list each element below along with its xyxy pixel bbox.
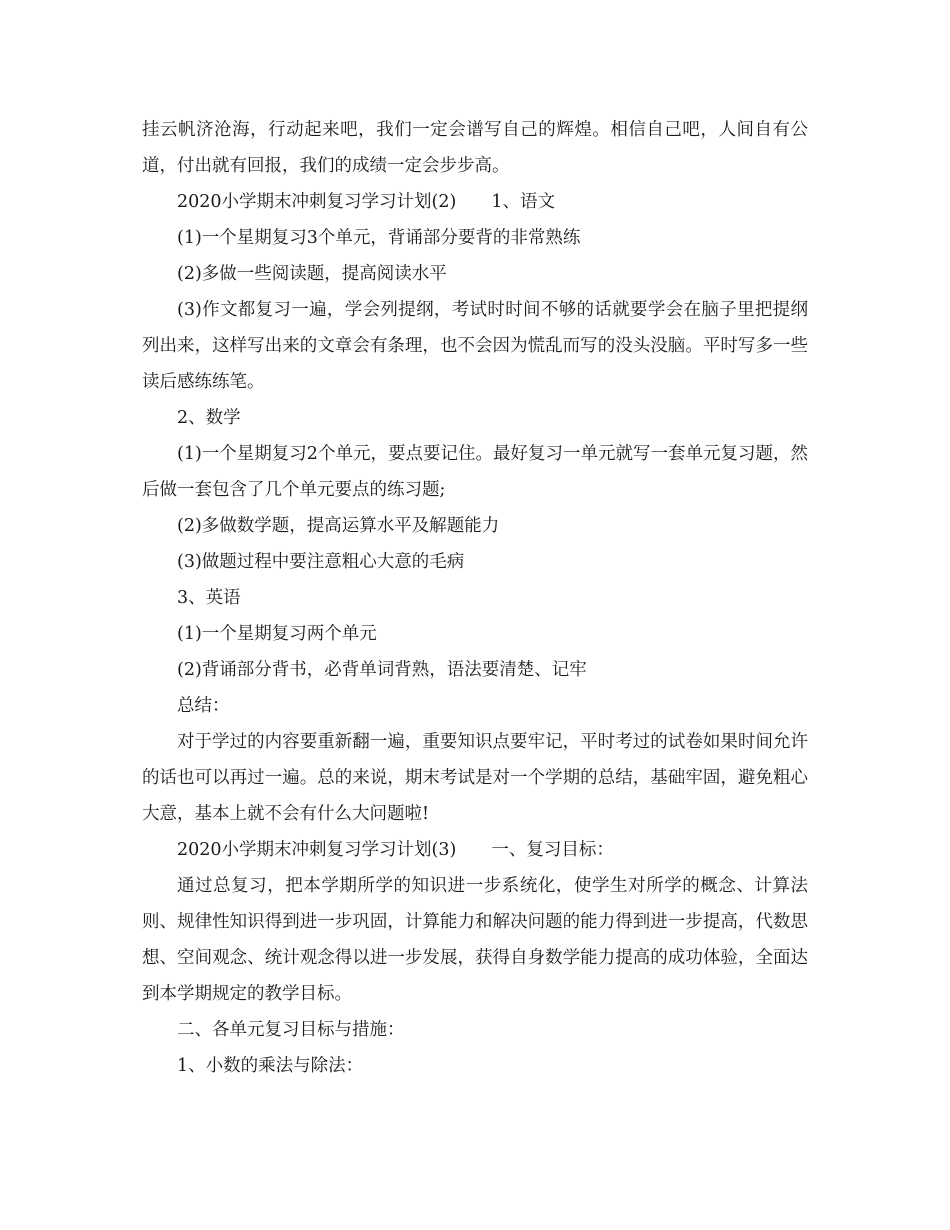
chinese-item-3: (3)作文都复习一遍，学会列提纲，考试时时间不够的话就要学会在脑子里把提纲列出来，这样写出来的文章会有条理，也不会因为慌乱而写的没头没脑。平时写多一些读后感练练笔。 <box>142 300 808 392</box>
chinese-item-1: (1)一个星期复习3个单元，背诵部分要背的非常熟练 <box>177 228 581 248</box>
review-goals-text: 通过总复习，把本学期所学的知识进一步系统化，使学生对所学的概念、计算法则、规律性知识得到进一步巩固，计算能力和解决问题的能力得到进一步提高，代数思想、空间观念、统计观念得以进一步发展，获得自身数学能力提高的成功体验，全面达到本学期规定的教学目标。 <box>142 876 808 1004</box>
english-item-2: (2)背诵部分背书，必背单词背熟，语法要清楚、记牢 <box>177 660 587 680</box>
section-heading-plan-2: 2020小学期末冲刺复习学习计划(2) 1、语文 <box>177 192 555 212</box>
chinese-item-2: (2)多做一些阅读题，提高阅读水平 <box>177 264 447 284</box>
math-heading: 2、数学 <box>177 408 241 428</box>
paragraph-continuation: 挂云帆济沧海，行动起来吧，我们一定会谱写自己的辉煌。相信自己吧，人间自有公道，付出就有回报，我们的成绩一定会步步高。 <box>142 120 808 176</box>
english-heading: 3、英语 <box>177 588 241 608</box>
math-item-2: (2)多做数学题，提高运算水平及解题能力 <box>177 516 500 536</box>
english-item-1: (1)一个星期复习两个单元 <box>177 624 377 644</box>
summary-heading: 总结： <box>177 696 230 716</box>
section-heading-plan-3: 2020小学期末冲刺复习学习计划(3) 一、复习目标： <box>177 840 614 860</box>
document-body <box>142 112 808 1084</box>
math-item-1: (1)一个星期复习2个单元，要点要记住。最好复习一单元就写一套单元复习题，然后做一套包含了几个单元要点的练习题; <box>142 444 808 500</box>
math-item-3: (3)做题过程中要注意粗心大意的毛病 <box>177 552 465 572</box>
summary-text: 对于学过的内容要重新翻一遍，重要知识点要牢记，平时考过的试卷如果时间允许的话也可以再过一遍。总的来说，期末考试是对一个学期的总结，基础牢固，避免粗心大意，基本上就不会有什么大问题啦! <box>142 732 808 824</box>
unit-goals-heading: 二、各单元复习目标与措施： <box>177 1020 405 1040</box>
decimal-ops-heading: 1、小数的乘法与除法： <box>177 1056 364 1076</box>
